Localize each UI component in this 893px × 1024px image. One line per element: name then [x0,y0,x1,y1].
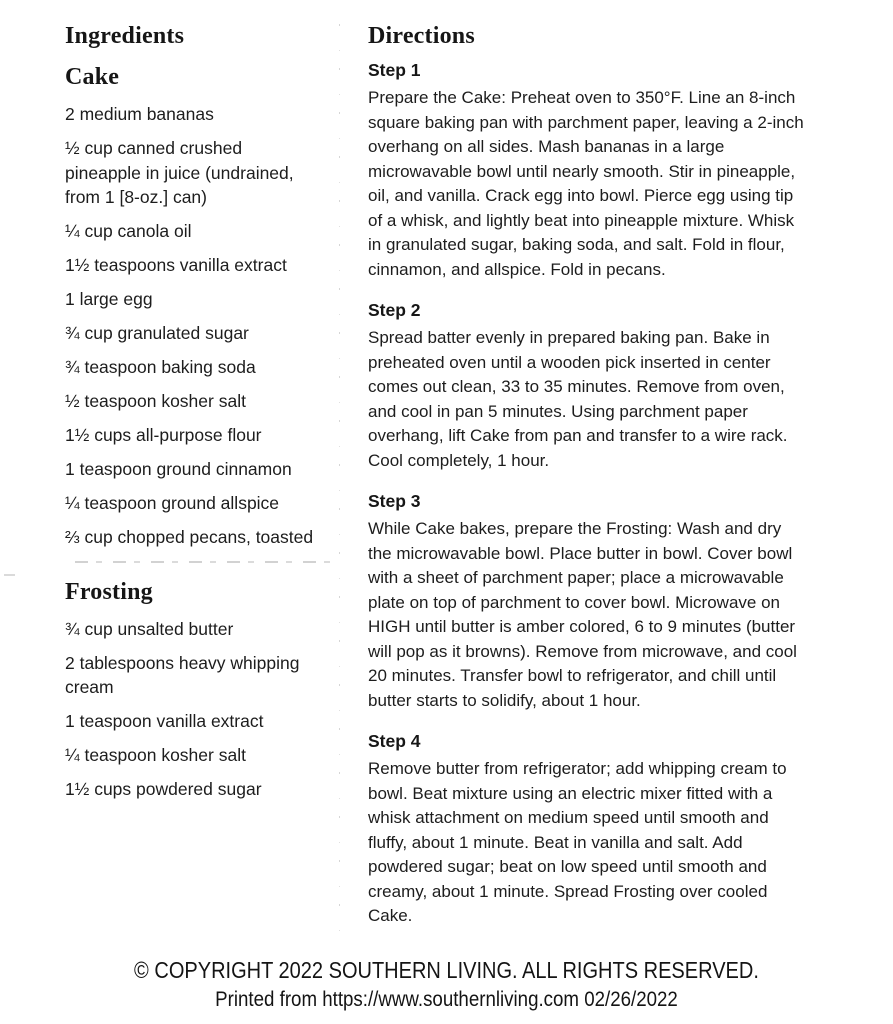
cake-heading: Cake [65,64,120,90]
step-text: Remove butter from refrigerator; add whipping cream to bowl. Beat mixture using an electric mixer fitted with a whisk attachment on medium speed until smooth and fluffy, about 1 minute. Beat in vanilla and salt. Add powdered sugar; beat on low speed until smooth and creamy, about 1 minute. Spread Frosting over cooled Cake. [368,759,787,925]
direction-step [368,298,808,473]
step-label: Step 3 [368,491,421,511]
ingredient-item: ¼ teaspoon ground allspice [65,493,280,513]
ingredient-item: ½ cup canned crushed pineapple in juice (undrained, from 1 [8-oz.] can) [65,138,294,207]
ingredient-item: ½ teaspoon kosher salt [65,391,246,411]
page-footer [0,956,893,1012]
scan-artifact-edge-mark [4,574,15,576]
direction-step [368,489,808,713]
ingredient-item: 1½ cups all-purpose flour [65,425,262,445]
directions-column [368,22,808,929]
step-label: Step 2 [368,300,421,320]
ingredient-item: ¾ cup granulated sugar [65,323,249,343]
step-label: Step 1 [368,60,421,80]
ingredients-section-cake [65,64,315,550]
ingredients-section-frosting [65,579,315,802]
column-divider-line [339,24,340,940]
ingredient-item: ¾ teaspoon baking soda [65,357,256,377]
ingredient-item: 1½ teaspoons vanilla extract [65,255,287,275]
printed-from-text: Printed from https://www.southernliving.com 02/26/2022 [215,987,678,1011]
ingredient-item: ¼ teaspoon kosher salt [65,745,246,765]
step-text: While Cake bakes, prepare the Frosting: Wash and dry the microwavable bowl. Place butter in bowl. Cover bowl with a sheet of parchment paper; place a microwavable plate on top of parchment to cover bowl. Microwave on HIGH until butter is amber colored, 6 to 9 minutes (butter will pop as it browns). Remove from microwave, and cool 20 minutes. Transfer bowl to refrigerator, and chill until butter starts to solidify, about 1 hour. [368,519,797,710]
direction-step [368,58,808,282]
ingredient-item: 1 large egg [65,289,153,309]
ingredient-item: ⅔ cup chopped pecans, toasted [65,527,314,547]
directions-title: Directions [368,23,475,49]
ingredients-title: Ingredients [65,23,185,49]
ingredient-item: 1½ cups powdered sugar [65,779,262,799]
direction-step [368,729,808,929]
copyright-text: © COPYRIGHT 2022 SOUTHERN LIVING. ALL RIGHTS RESERVED. [134,957,759,983]
ingredients-column [65,22,315,811]
ingredient-item: ¼ cup canola oil [65,221,192,241]
ingredient-item: 2 tablespoons heavy whipping cream [65,652,300,697]
ingredient-item: 1 teaspoon ground cinnamon [65,459,292,479]
step-text: Prepare the Cake: Preheat oven to 350°F. Line an 8-inch square baking pan with parchment paper, leaving a 2-inch overhang on all sides. Mash bananas in a large microwavable bowl until nearly smooth. Stir in pineapple, oil, and vanilla. Crack egg into bowl. Pierce egg using tip of a whisk, and lightly beat into pineapple mixture. Whisk in granulated sugar, baking soda, and salt. Fold in flour, cinnamon, and allspice. Fold in pecans. [368,88,804,279]
frosting-heading: Frosting [65,578,153,605]
ingredient-item: ¾ cup unsalted butter [65,618,234,639]
step-label: Step 4 [368,731,421,751]
ingredient-item: 1 teaspoon vanilla extract [65,711,264,731]
step-text: Spread batter evenly in prepared baking pan. Bake in preheated oven until a wooden pick inserted in center comes out clean, 33 to 35 minutes. Remove from oven, and cool in pan 5 minutes. Using parchment paper overhang, lift Cake from pan and transfer to a wire rack. Cool completely, 1 hour. [368,328,788,470]
ingredient-item: 2 medium bananas [65,104,214,124]
